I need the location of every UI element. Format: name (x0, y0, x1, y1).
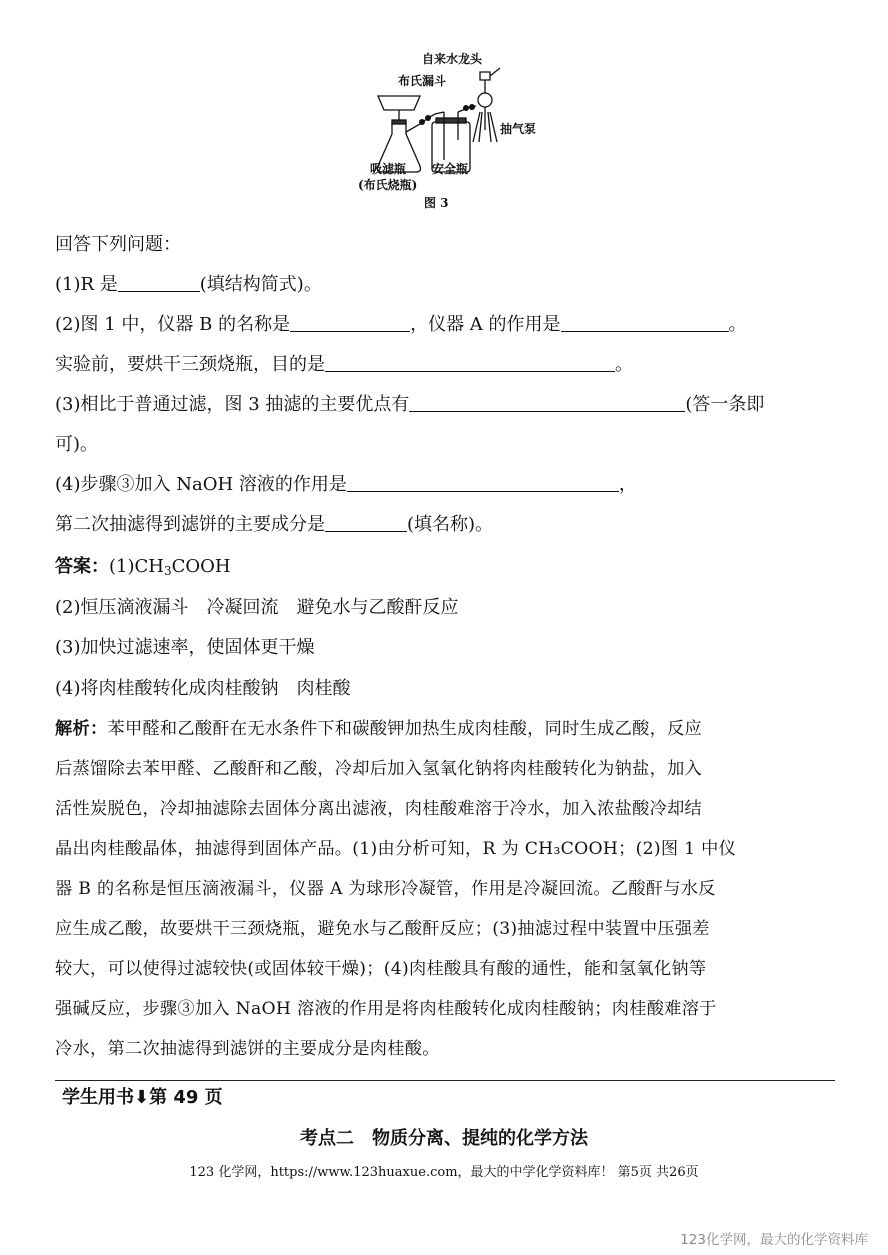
aspirator-shape (478, 93, 492, 107)
question-2b (55, 353, 633, 377)
question-3-cont: 可)。 (55, 434, 99, 455)
label-filter-flask-alt: (布氏烧瓶) (358, 178, 418, 192)
section-divider (55, 1080, 835, 1081)
q1-text: (1)R 是 (55, 274, 118, 295)
q3-text: (3)相比于普通过滤，图 3 抽滤的主要优点有 (55, 394, 410, 415)
analysis-text-1: 苯甲醛和乙酸酐在无水条件下和碳酸钾加热生成肉桂酸，同时生成乙酸，反应 (107, 719, 703, 739)
q4b-blank (325, 513, 407, 532)
analysis-line-7: 较大，可以使得过滤较快(或固体较干燥)；(4)肉桂酸具有酸的通性，能和氢氧化钠等 (55, 959, 707, 979)
student-book-page-ref: 学生用书⬇第 49 页 (62, 1087, 223, 1108)
analysis-line-3: 活性炭脱色，冷却抽滤除去固体分离出滤液，肉桂酸难溶于冷水，加入浓盐酸冷却结 (55, 799, 703, 819)
q4-blank (347, 473, 619, 492)
q2-text: (2)图 1 中，仪器 B 的名称是 (55, 314, 291, 335)
analysis-line-6: 应生成乙酸，故要烘干三颈烧瓶，避免水与乙酸酐反应；(3)抽滤过程中装置中压强差 (55, 919, 710, 939)
q4-text: (4)步骤③加入 NaOH 溶液的作用是 (55, 474, 347, 495)
page-footer: 123 化学网，https://www.123huaxue.com，最大的中学化学资料库！ 第5页 共26页 (189, 1165, 699, 1180)
q1-blank (118, 273, 200, 292)
analysis-line-1 (55, 717, 835, 741)
a1-post: COOH (171, 556, 231, 577)
analysis-line-9: 冷水，第二次抽滤得到滤饼的主要成分是肉桂酸。 (55, 1039, 440, 1059)
label-safety-bottle: 安全瓶 (432, 162, 469, 176)
question-3 (55, 393, 764, 417)
answer-2: (2)恒压滴液漏斗 冷凝回流 避免水与乙酸酐反应 (55, 597, 459, 618)
section-title: 考点二 物质分离、提纯的化学方法 (300, 1128, 588, 1149)
figure-suction-filtration (340, 50, 560, 215)
buchner-funnel-shape (378, 96, 420, 110)
a1-sub: 3 (163, 564, 172, 578)
q4b-hint: (填名称)。 (407, 514, 494, 535)
analysis-line-4: 晶出肉桂酸晶体，抽滤得到固体产品。(1)由分析可知，R 为 CH₃COOH；(2)图 1 中仪 (55, 839, 737, 859)
q4-end: ， (618, 474, 637, 495)
question-1 (55, 273, 322, 297)
q2b-text: 实验前，要烘干三颈烧瓶，目的是 (55, 354, 325, 375)
a1-pre: (1)CH (109, 556, 164, 577)
question-intro: 回答下列问题： (55, 234, 181, 255)
q3-hint: (答一条即 (685, 394, 765, 415)
label-buchner-funnel: 布氏漏斗 (398, 74, 447, 88)
q4b-text: 第二次抽滤得到滤饼的主要成分是 (55, 514, 325, 535)
q2b-blank (325, 353, 615, 372)
watermark: 123化学网，最大的化学资料库 (680, 1232, 868, 1248)
q2-blank-a (561, 313, 729, 332)
label-faucet: 自来水龙头 (422, 52, 483, 66)
q1-hint: (填结构简式)。 (199, 274, 322, 295)
q2-blank-b (290, 313, 410, 332)
answer-label: 答案： (55, 556, 109, 577)
q2-end: 。 (728, 314, 747, 335)
question-4b (55, 513, 493, 537)
figure-caption: 图 3 (424, 196, 449, 210)
answer-1 (55, 555, 231, 583)
answer-4: (4)将肉桂酸转化成肉桂酸钠 肉桂酸 (55, 678, 351, 699)
analysis-label: 解析： (55, 719, 108, 739)
label-pump: 抽气泵 (500, 122, 537, 136)
analysis-line-8: 强碱反应，步骤③加入 NaOH 溶液的作用是将肉桂酸转化成肉桂酸钠；肉桂酸难溶于 (55, 999, 717, 1019)
question-2 (55, 313, 747, 337)
question-4 (55, 473, 637, 497)
analysis-line-2: 后蒸馏除去苯甲醛、乙酸酐和乙酸，冷却后加入氢氧化钠将肉桂酸转化为钠盐，加入 (55, 759, 703, 779)
analysis-line-5: 器 B 的名称是恒压滴液漏斗，仪器 A 为球形冷凝管，作用是冷凝回流。乙酸酐与水反 (55, 879, 716, 899)
label-filter-flask: 吸滤瓶 (370, 162, 407, 176)
q2b-end: 。 (615, 354, 633, 375)
q2-mid: ，仪器 A 的作用是 (410, 314, 561, 335)
q3-blank (409, 393, 685, 412)
answer-3: (3)加快过滤速率，使固体更干燥 (55, 637, 315, 658)
